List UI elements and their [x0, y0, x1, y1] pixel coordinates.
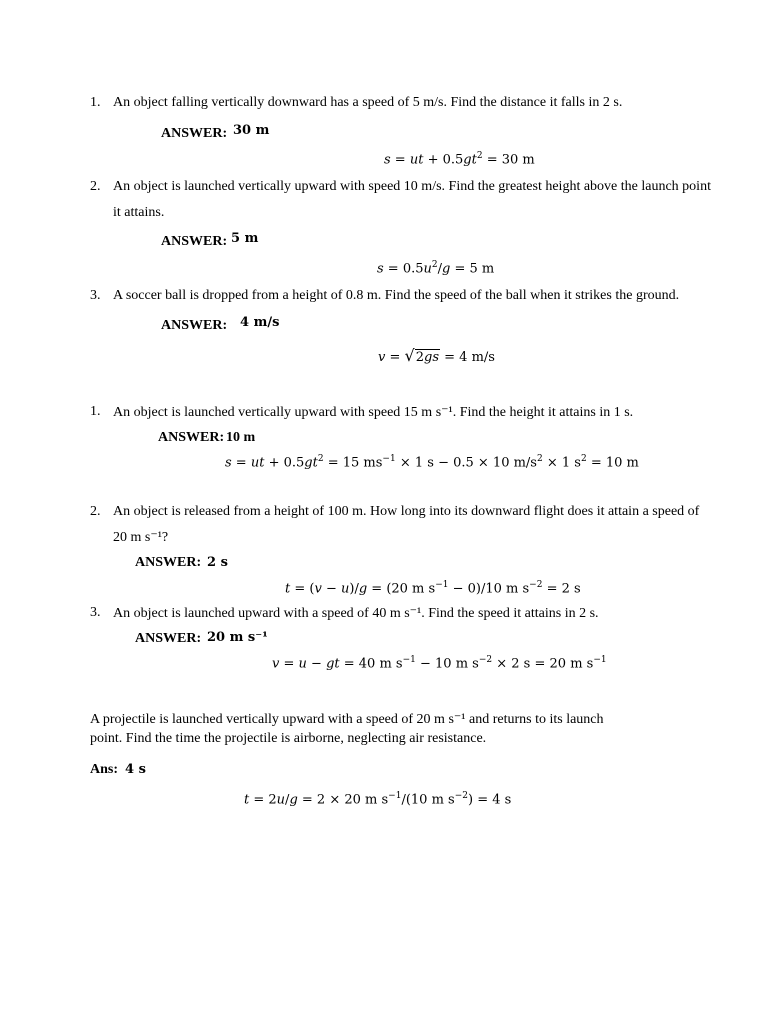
problem-number: 2. [90, 179, 101, 194]
problem-number: 3. [90, 288, 101, 303]
question-text: An object is launched vertically upward with speed 15 m s⁻¹. Find the height it attains in 1 s. [113, 405, 634, 420]
answer-label: ANSWER: [161, 318, 228, 333]
problem-number: 2. [90, 504, 101, 519]
problem-number: 1. [90, 404, 101, 419]
solution-equation: v = u − gt = 40 m $s^{-1} - 10$ m $s^{-2} \times 2$ s = 20 m $s^{-1}$ [272, 655, 607, 672]
paragraph-text: A projectile is launched vertically upward with a speed of 20 m s⁻¹ and returns to its launch [90, 712, 604, 727]
problem-number: 3. [90, 605, 101, 620]
question-text: An object is launched vertically upward with speed 10 m/s. Find the greatest height above the launch point [113, 179, 711, 194]
answer-value: 30 m [233, 123, 270, 138]
question-text: An object is launched upward with a speed of 40 m s⁻¹. Find the speed it attains in 2 s. [113, 606, 599, 621]
solution-equation: t = 2u/g = 2 × 20 m $s^{-1}/(10$ m $s^{-2}) = 4$ s [244, 791, 512, 808]
problem-number: 1. [90, 95, 101, 110]
answer-value: 4 s [125, 762, 146, 777]
answer-label: ANSWER: [158, 430, 225, 445]
answer-value: 20 m s⁻¹ [207, 630, 268, 645]
question-text: An object is released from a height of 100 m. How long into its downward flight does it attain a speed of [113, 504, 700, 519]
answer-label: Ans: [90, 762, 119, 777]
answer-label: ANSWER: [135, 555, 202, 570]
solution-equation: $s = 0.5u^2/g = 5$ m [377, 260, 495, 277]
question-text: A soccer ball is dropped from a height of 0.8 m. Find the speed of the ball when it strikes the ground. [113, 288, 680, 303]
solution-equation: s = ut + $0.5gt^2 = 30$ m [384, 151, 535, 168]
solution-equation: t = (v − u)/g = (20 m $s^{-1} - 0)/10$ m $s^{-2} = 2$ s [285, 580, 581, 597]
answer-label: ANSWER: [161, 234, 228, 249]
paragraph-text-continued: point. Find the time the projectile is airborne, neglecting air resistance. [90, 731, 487, 746]
answer-value: 4 m/s [240, 315, 280, 330]
solution-equation: v = √2gs = 4 m/s [378, 346, 495, 365]
answer-value: 10 m [226, 430, 256, 445]
answer-value: 5 m [231, 231, 259, 246]
question-text-continued: 20 m s⁻¹? [113, 530, 169, 545]
question-text: An object falling vertically downward has a speed of 5 m/s. Find the distance it falls in 2 s. [113, 95, 623, 110]
solution-equation: s = ut + $0.5gt^2 = 15$ $ms^{-1} \times 1$ s − 0.5 × 10 $m/s^2 \times 1$ $s^2 = 10$ m [225, 454, 639, 471]
question-text-continued: it attains. [113, 205, 165, 220]
answer-value: 2 s [207, 555, 228, 570]
answer-label: ANSWER: [135, 631, 202, 646]
answer-label: ANSWER: [161, 126, 228, 141]
